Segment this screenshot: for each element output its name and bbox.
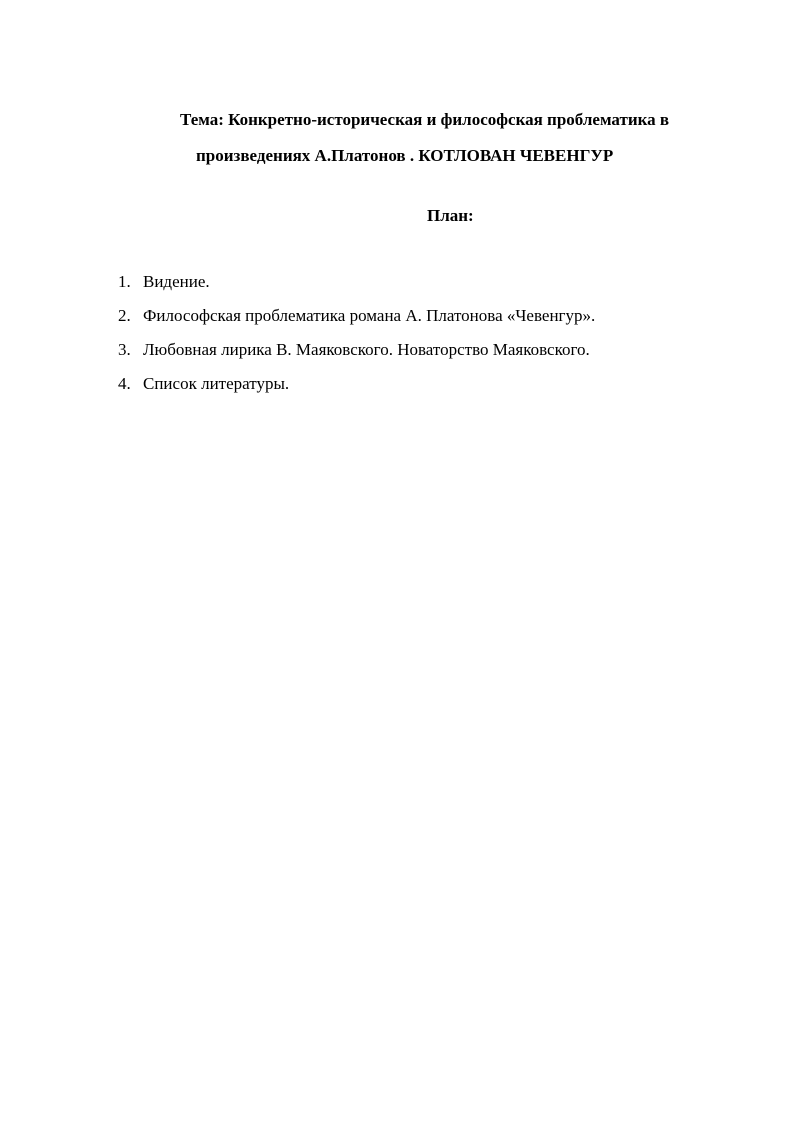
plan-item-number: 1. <box>118 272 131 291</box>
plan-item <box>118 306 595 340</box>
plan-list <box>118 272 595 408</box>
plan-heading: План: <box>427 206 474 225</box>
plan-item <box>118 272 595 306</box>
plan-item-text: Список литературы. <box>143 374 290 393</box>
plan-item-text: Видение. <box>143 272 210 291</box>
plan-item <box>118 374 595 408</box>
plan-item-text: Любовная лирика В. Маяковского. Новаторство Маяковского. <box>143 340 590 359</box>
topic-title-line-2: произведениях А.Платонов . КОТЛОВАН ЧЕВЕНГУР <box>196 146 614 165</box>
plan-item-number: 4. <box>118 374 131 393</box>
plan-item-text: Философская проблематика романа А. Платонова «Чевенгур». <box>143 306 596 325</box>
plan-item <box>118 340 595 374</box>
topic-title-line-1: Тема: Конкретно-историческая и философская проблематика в <box>180 110 670 129</box>
plan-item-number: 3. <box>118 340 131 359</box>
plan-item-number: 2. <box>118 306 131 325</box>
